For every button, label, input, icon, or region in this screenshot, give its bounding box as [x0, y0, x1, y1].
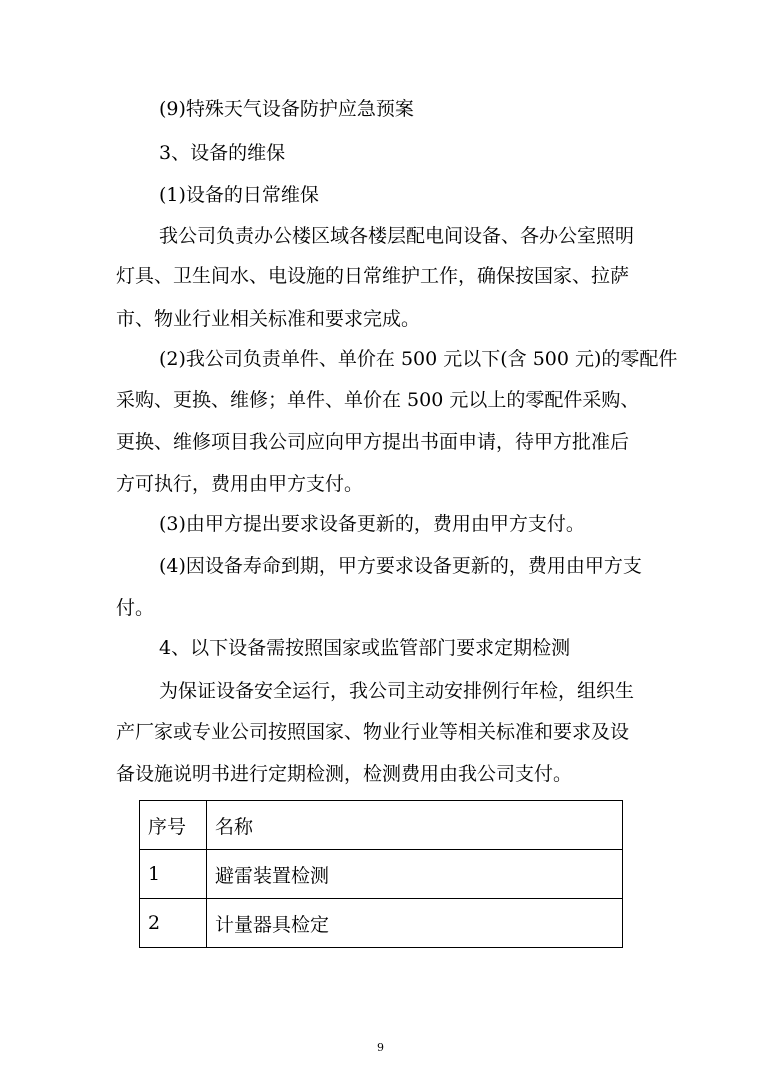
table-row: [140, 850, 623, 899]
section-heading-inspection: 4、以下设备需按照国家或监管部门要求定期检测: [159, 637, 571, 659]
paragraph-line: 备设施说明书进行定期检测，检测费用由我公司支付。: [116, 763, 573, 785]
paragraph-line: 更换、维修项目我公司应向甲方提出书面申请，待甲方批准后: [116, 431, 630, 453]
inspection-table: [139, 800, 623, 948]
paragraph-line: 方可执行，费用由甲方支付。: [116, 473, 364, 495]
table-row: [140, 899, 623, 948]
paragraph-line: 采购、更换、维修；单件、单价在 500 元以上的零配件采购、: [116, 389, 640, 411]
heading-weather-plan: (9)特殊天气设备防护应急预案: [159, 98, 414, 120]
paragraph-line: (2)我公司负责单件、单价在 500 元以下(含 500 元)的零配件: [159, 348, 678, 370]
paragraph-line: 产厂家或专业公司按照国家、物业行业等相关标准和要求及设: [116, 721, 630, 743]
table-header-row: [140, 801, 623, 850]
section-heading-maintenance: 3、设备的维保: [159, 142, 286, 164]
cell-index: 1: [140, 850, 207, 899]
paragraph-line: (3)由甲方提出要求设备更新的，费用由甲方支付。: [159, 513, 585, 535]
cell-index: 2: [140, 899, 207, 948]
header-cell-index: 序号: [140, 801, 207, 850]
header-cell-name: 名称: [207, 801, 623, 850]
paragraph-line: 灯具、卫生间水、电设施的日常维护工作，确保按国家、拉萨: [116, 265, 630, 287]
paragraph-line: 市、物业行业相关标准和要求完成。: [116, 308, 421, 330]
subheading-daily-maintenance: (1)设备的日常维保: [159, 184, 319, 206]
paragraph-line: 付。: [116, 597, 155, 619]
cell-name: 计量器具检定: [207, 899, 623, 948]
paragraph-line: 为保证设备安全运行，我公司主动安排例行年检，组织生: [159, 680, 635, 702]
page-number: 9: [377, 1041, 384, 1054]
paragraph-line: 我公司负责办公楼区域各楼层配电间设备、各办公室照明: [159, 225, 635, 247]
cell-name: 避雷装置检测: [207, 850, 623, 899]
paragraph-line: (4)因设备寿命到期，甲方要求设备更新的，费用由甲方支: [159, 555, 642, 577]
